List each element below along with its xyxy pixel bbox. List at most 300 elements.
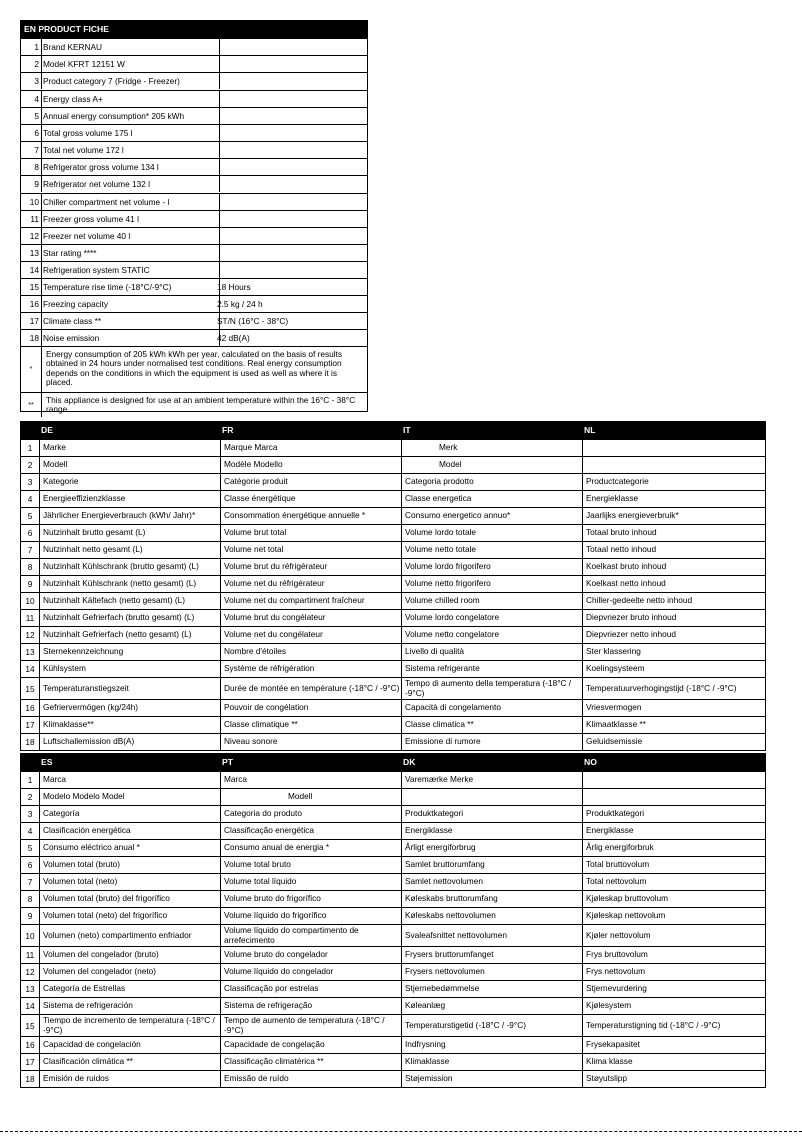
translation-cell: Temperaturanstiegszeit bbox=[43, 682, 129, 693]
row-number: 17 bbox=[25, 720, 35, 730]
en-fiche-row bbox=[21, 158, 367, 175]
en-row-value-cell bbox=[219, 279, 367, 295]
en-row-value-cell bbox=[219, 228, 367, 244]
translation-cell: Stjernebedømmelse bbox=[405, 983, 480, 994]
row-number: 6 bbox=[27, 860, 33, 870]
en-row-label: Total gross volume 175 l bbox=[43, 128, 133, 138]
en-row-label: Freezer net volume 40 l bbox=[43, 231, 131, 241]
en-fiche-row bbox=[21, 227, 367, 244]
en-row-label: Temperature rise time (-18°C/-9°C) bbox=[43, 282, 172, 292]
translation-cell: Volume lordo totale bbox=[405, 527, 477, 538]
translation-cell: Klimaklasse bbox=[405, 1056, 450, 1067]
translation-cell: Pouvoir de congélation bbox=[224, 702, 309, 713]
translation-cell: Capacità di congelamento bbox=[405, 702, 501, 713]
translation-cell: Sistema refrigerante bbox=[405, 663, 480, 674]
translation-cell: Categoria prodotto bbox=[405, 476, 474, 487]
translation-cell: Chiller-gedeelte netto inhoud bbox=[586, 595, 693, 606]
translation-cell: Volumen total (bruto) bbox=[43, 859, 121, 870]
translation-cell: Jährlicher Energieverbrauch (kWh/ Jahr)* bbox=[43, 510, 196, 521]
en-row-label: Refrigeration system STATIC bbox=[43, 265, 150, 275]
en-fiche-row bbox=[21, 124, 367, 141]
en-row-value-cell bbox=[219, 330, 367, 346]
translation-cell: Frys bruttovolum bbox=[586, 949, 648, 960]
en-fiche-row bbox=[21, 312, 367, 329]
en-row-label: Noise emission bbox=[43, 333, 100, 343]
en-row-number: 5 bbox=[34, 111, 39, 121]
row-number: 4 bbox=[27, 494, 33, 504]
en-fiche-row bbox=[21, 244, 367, 261]
translation-cell: Klimaatklasse ** bbox=[586, 719, 646, 730]
translation-cell: Classe climatique ** bbox=[224, 719, 298, 730]
translation-cell: Volume net du compartiment fraîcheur bbox=[224, 595, 365, 606]
en-row-value-cell bbox=[219, 91, 367, 107]
translation-table-es-pt-dk-no bbox=[20, 753, 766, 1088]
row-number: 11 bbox=[25, 950, 35, 960]
en-row-value-cell bbox=[219, 73, 367, 89]
translation-cell: Energieeffizienzklasse bbox=[43, 493, 126, 504]
table-row bbox=[21, 507, 765, 524]
table-row bbox=[21, 575, 765, 592]
en-row-label: Model KFRT 12151 W bbox=[43, 59, 125, 69]
row-number: 14 bbox=[25, 1001, 35, 1011]
translation-cell: Kühlsystem bbox=[43, 663, 86, 674]
translation-cell: Modell bbox=[288, 791, 313, 802]
translation-cell: Energieklasse bbox=[586, 493, 639, 504]
translation-cell: Volume líquido do congelador bbox=[224, 966, 334, 977]
en-row-number: 3 bbox=[34, 76, 39, 86]
translation-cell: Nutzinhalt Gefrierfach (netto gesamt) (L) bbox=[43, 629, 192, 640]
row-number: 17 bbox=[25, 1057, 35, 1067]
en-row-number: 16 bbox=[29, 299, 39, 309]
table-row bbox=[21, 592, 765, 609]
table-row bbox=[21, 771, 765, 788]
en-row-label: Chiller compartment net volume - l bbox=[43, 197, 170, 207]
footnote-text: This appliance is designed for use at an ambient temperature within the 16°C - 38°C range. bbox=[46, 395, 356, 415]
translation-cell bbox=[586, 789, 764, 805]
en-row-value-cell bbox=[219, 142, 367, 158]
translation-cell: Volume bruto do frigorífico bbox=[224, 893, 321, 904]
translation-cell: Volumen total (neto) del frigorífico bbox=[43, 910, 168, 921]
row-number: 2 bbox=[27, 460, 33, 470]
translation-cell: Køleskabs nettovolumen bbox=[405, 910, 496, 921]
row-number: 16 bbox=[25, 703, 35, 713]
table-row bbox=[21, 839, 765, 856]
en-fiche-row bbox=[21, 38, 367, 55]
table-row bbox=[21, 805, 765, 822]
row-number: 5 bbox=[27, 511, 33, 521]
language-header: NO bbox=[584, 757, 597, 767]
translation-cell: Nutzinhalt Kältefach (netto gesamt) (L) bbox=[43, 595, 186, 606]
en-row-label: Energy class A+ bbox=[43, 94, 103, 104]
translation-cell bbox=[586, 772, 764, 788]
translation-cell: Marque Marca bbox=[224, 442, 278, 453]
table-row bbox=[21, 856, 765, 873]
translation-cell: Volume brut du congélateur bbox=[224, 612, 326, 623]
translation-cell: Marca bbox=[224, 774, 248, 785]
table-row bbox=[21, 699, 765, 716]
en-row-number: 13 bbox=[29, 248, 39, 258]
translation-cell: Modelo Modelo Model bbox=[43, 791, 125, 802]
en-row-label: Freezer gross volume 41 l bbox=[43, 214, 139, 224]
translation-cell: Klimaklasse** bbox=[43, 719, 94, 730]
table-row bbox=[21, 473, 765, 490]
translation-cell: Varemærke Merke bbox=[405, 774, 474, 785]
translation-cell: Volume netto totale bbox=[405, 544, 477, 555]
translation-cell: Luftschallemission dB(A) bbox=[43, 736, 135, 747]
en-row-number: 1 bbox=[34, 42, 39, 52]
translation-cell: Nutzinhalt Kühlschrank (brutto gesamt) (L) bbox=[43, 561, 199, 572]
translation-cell: Emissão de ruído bbox=[224, 1073, 289, 1084]
row-number: 18 bbox=[25, 737, 35, 747]
translation-cell: Køleanlæg bbox=[405, 1000, 446, 1011]
en-fiche-row bbox=[21, 107, 367, 124]
translation-cell: Marca bbox=[43, 774, 67, 785]
translation-cell: Diepvriezer netto inhoud bbox=[586, 629, 676, 640]
en-footnote bbox=[21, 346, 367, 392]
translation-cell: Volume net du réfrigérateur bbox=[224, 578, 325, 589]
row-number: 1 bbox=[27, 443, 33, 453]
en-row-label: Refrigerator gross volume 134 l bbox=[43, 162, 159, 172]
translation-cell: Temperaturstigetid (-18°C / -9°C) bbox=[405, 1019, 526, 1030]
en-row-value: 2.5 kg / 24 h bbox=[217, 299, 263, 309]
en-row-label: Total net volume 172 l bbox=[43, 145, 124, 155]
translation-cell: Tiempo de incremento de temperatura (-18°C / -9°C) bbox=[43, 1015, 215, 1035]
table-row bbox=[21, 907, 765, 924]
translation-cell: Volume netto congelatore bbox=[405, 629, 500, 640]
translation-cell bbox=[586, 440, 764, 456]
table-row bbox=[21, 660, 765, 677]
en-row-value-cell bbox=[219, 125, 367, 141]
en-row-number: 10 bbox=[29, 197, 39, 207]
en-product-fiche-table bbox=[20, 20, 368, 415]
en-row-number: 4 bbox=[34, 94, 39, 104]
translation-cell: Koelkast bruto inhoud bbox=[586, 561, 667, 572]
en-row-number: 15 bbox=[29, 282, 39, 292]
translation-cell: Kjølesystem bbox=[586, 1000, 632, 1011]
en-row-value-cell bbox=[219, 296, 367, 312]
translation-cell: Classificação climatérica ** bbox=[224, 1056, 324, 1067]
en-fiche-row bbox=[21, 175, 367, 192]
table-row bbox=[21, 677, 765, 699]
en-fiche-row bbox=[21, 55, 367, 72]
translation-cell: Årligt energiforbrug bbox=[405, 842, 476, 853]
translation-cell: Kategorie bbox=[43, 476, 79, 487]
en-row-label: Refrigerator net volume 132 l bbox=[43, 179, 150, 189]
row-number: 11 bbox=[25, 613, 35, 623]
translation-cell: Klima klasse bbox=[586, 1056, 633, 1067]
translation-cell: Consommation énergétique annuelle * bbox=[224, 510, 366, 521]
translation-cell: Koelkast netto inhoud bbox=[586, 578, 666, 589]
translation-cell: Nutzinhalt netto gesamt (L) bbox=[43, 544, 143, 555]
translation-cell: Volume brut total bbox=[224, 527, 287, 538]
en-fiche-row bbox=[21, 90, 367, 107]
en-row-number: 18 bbox=[29, 333, 39, 343]
row-number: 18 bbox=[25, 1074, 35, 1084]
language-header: FR bbox=[222, 425, 234, 435]
footnote-text: Energy consumption of 205 kWh kWh per year, calculated on the basis of results obtained in 24 hours under normalised test conditions. Real energy consumption depends on the conditions in which the equipment is used as well as where it is placed. bbox=[46, 349, 343, 388]
translation-cell: Volume net total bbox=[224, 544, 284, 555]
translation-cell: Volume líquido do compartimento de arrefecimento bbox=[224, 925, 359, 945]
en-row-number: 6 bbox=[34, 128, 39, 138]
translation-cell: Støjemission bbox=[405, 1073, 453, 1084]
translation-cell: Total nettovolum bbox=[586, 876, 647, 887]
translation-cell: Classe énergétique bbox=[224, 493, 296, 504]
translation-cell: Totaal netto inhoud bbox=[586, 544, 657, 555]
translation-cell: Marke bbox=[43, 442, 67, 453]
table-row bbox=[21, 873, 765, 890]
translation-cell: Produktkategori bbox=[405, 808, 464, 819]
row-number: 13 bbox=[25, 647, 35, 657]
row-number: 14 bbox=[25, 664, 35, 674]
translation-cell: Samlet nettovolumen bbox=[405, 876, 483, 887]
row-number: 3 bbox=[27, 477, 33, 487]
translation-cell: Volumen del congelador (bruto) bbox=[43, 949, 159, 960]
en-fiche-row bbox=[21, 278, 367, 295]
translation-cell: Geluidsemissie bbox=[586, 736, 643, 747]
translation-cell: Total bruttovolum bbox=[586, 859, 650, 870]
translation-cell: Durée de montée en température (-18°C / -9°C) bbox=[224, 682, 400, 693]
page-bottom-rule bbox=[0, 1131, 802, 1132]
en-fiche-row bbox=[21, 193, 367, 210]
table-row bbox=[21, 890, 765, 907]
row-number: 15 bbox=[25, 1020, 35, 1031]
en-footnote bbox=[21, 392, 367, 417]
translation-cell: Svaleafsnittet nettovolumen bbox=[405, 929, 507, 940]
row-number: 12 bbox=[25, 630, 35, 640]
en-row-value-cell bbox=[219, 245, 367, 261]
translation-cell: Støyutslipp bbox=[586, 1073, 628, 1084]
translation-cell: Volume lordo congelatore bbox=[405, 612, 500, 623]
translation-cell: Energiklasse bbox=[586, 825, 634, 836]
translation-cell: Årlig energiforbruk bbox=[586, 842, 654, 853]
translation-cell: Categoría bbox=[43, 808, 80, 819]
translation-cell: Sistema de refrigeração bbox=[224, 1000, 313, 1011]
en-row-number: 2 bbox=[34, 59, 39, 69]
translation-cell: Clasificación climática ** bbox=[43, 1056, 133, 1067]
en-fiche-row bbox=[21, 295, 367, 312]
en-row-label: Product category 7 (Fridge - Freezer) bbox=[43, 76, 180, 86]
row-number: 16 bbox=[25, 1040, 35, 1050]
translation-cell: Jaarlijks energieverbruik* bbox=[586, 510, 679, 521]
row-number: 9 bbox=[27, 579, 33, 589]
language-header: PT bbox=[222, 757, 233, 767]
row-number: 13 bbox=[25, 984, 35, 994]
translation-cell: Totaal bruto inhoud bbox=[586, 527, 657, 538]
table-row bbox=[21, 1014, 765, 1036]
translation-cell: Vriesvermogen bbox=[586, 702, 642, 713]
en-row-number: 9 bbox=[34, 179, 39, 189]
translation-cell: Frysers bruttorumfanget bbox=[405, 949, 494, 960]
row-number: 15 bbox=[25, 683, 35, 694]
translation-cell: Consumo eléctrico anual * bbox=[43, 842, 140, 853]
translation-cell: Volumen del congelador (neto) bbox=[43, 966, 157, 977]
translation-cell: Livello di qualità bbox=[405, 646, 465, 657]
translation-cell: Energiklasse bbox=[405, 825, 453, 836]
language-header-row bbox=[21, 422, 765, 439]
language-header: IT bbox=[403, 425, 411, 435]
translation-cell: Diepvriezer bruto inhoud bbox=[586, 612, 677, 623]
en-row-value-cell bbox=[219, 211, 367, 227]
translation-cell: Categoria do produto bbox=[224, 808, 302, 819]
en-row-label: Star rating **** bbox=[43, 248, 97, 258]
en-row-value-cell bbox=[219, 39, 367, 55]
translation-cell: Temperatuurverhogingstijd (-18°C / -9°C) bbox=[586, 682, 737, 693]
table-row bbox=[21, 788, 765, 805]
en-row-label: Brand KERNAU bbox=[43, 42, 103, 52]
table-row bbox=[21, 963, 765, 980]
en-row-value-cell bbox=[219, 262, 367, 278]
translation-cell: Gefriervermögen (kg/24h) bbox=[43, 702, 138, 713]
translation-table-de-fr-it-nl bbox=[20, 421, 766, 751]
translation-cell: Emisión de ruidos bbox=[43, 1073, 109, 1084]
table-row bbox=[21, 1036, 765, 1053]
en-row-label: Freezing capacity bbox=[43, 299, 109, 309]
translation-cell: Classificação por estrelas bbox=[224, 983, 319, 994]
row-number: 4 bbox=[27, 826, 33, 836]
translation-cell: Classe energetica bbox=[405, 493, 472, 504]
en-row-label: Climate class ** bbox=[43, 316, 102, 326]
row-number: 10 bbox=[25, 596, 35, 606]
translation-cell: Nombre d'étoiles bbox=[224, 646, 286, 657]
translation-cell: Modell bbox=[43, 459, 68, 470]
table-row bbox=[21, 946, 765, 963]
row-number: 8 bbox=[27, 562, 33, 572]
row-number: 2 bbox=[27, 792, 33, 802]
row-number: 5 bbox=[27, 843, 33, 853]
translation-cell: Emissione di rumore bbox=[405, 736, 481, 747]
translation-cell: Tempo di aumento della temperatura (-18°C / -9°C) bbox=[405, 678, 572, 698]
translation-cell: Nutzinhalt Kühlschrank (netto gesamt) (L) bbox=[43, 578, 197, 589]
translation-cell: Ster klassering bbox=[586, 646, 641, 657]
translation-cell: Nutzinhalt brutto gesamt (L) bbox=[43, 527, 146, 538]
translation-cell: Frys nettovolum bbox=[586, 966, 646, 977]
translation-cell: Volume líquido do frigorífico bbox=[224, 910, 327, 921]
en-fiche-row bbox=[21, 329, 367, 346]
table-row bbox=[21, 1053, 765, 1070]
translation-cell: Køleskabs bruttorumfang bbox=[405, 893, 498, 904]
en-fiche-row bbox=[21, 141, 367, 158]
translation-cell: Classificação energética bbox=[224, 825, 314, 836]
translation-cell: Volume brut du réfrigérateur bbox=[224, 561, 328, 572]
en-fiche-row bbox=[21, 210, 367, 227]
translation-cell: Koelingsysteem bbox=[586, 663, 645, 674]
en-row-number: 12 bbox=[29, 231, 39, 241]
language-header: DE bbox=[41, 425, 53, 435]
row-number: 10 bbox=[25, 930, 35, 941]
en-fiche-row bbox=[21, 72, 367, 89]
en-row-value: ST/N (16°C - 38°C) bbox=[217, 316, 289, 326]
translation-cell: Consumo anual de energia * bbox=[224, 842, 330, 853]
footnote-marker: ** bbox=[28, 401, 34, 409]
table-row bbox=[21, 541, 765, 558]
translation-cell: Volume total líquido bbox=[224, 876, 297, 887]
translation-cell: Tempo de aumento de temperatura (-18°C / -9°C) bbox=[224, 1015, 385, 1035]
en-row-number: 8 bbox=[34, 162, 39, 172]
translation-cell: Frysekapasitet bbox=[586, 1039, 640, 1050]
table-row bbox=[21, 626, 765, 643]
table-row bbox=[21, 439, 765, 456]
translation-cell: Modèle Modello bbox=[224, 459, 283, 470]
table-row bbox=[21, 733, 765, 750]
translation-cell: Niveau sonore bbox=[224, 736, 278, 747]
table-row bbox=[21, 524, 765, 541]
en-row-value-cell bbox=[219, 108, 367, 124]
translation-cell: Frysers nettovolumen bbox=[405, 966, 485, 977]
translation-cell: Nutzinhalt Gefrierfach (brutto gesamt) (L) bbox=[43, 612, 195, 623]
table-row bbox=[21, 997, 765, 1014]
translation-cell: Stjernevurdering bbox=[586, 983, 647, 994]
translation-cell: Merk bbox=[439, 442, 458, 453]
translation-cell: Capacidad de congelación bbox=[43, 1039, 141, 1050]
table-row bbox=[21, 1070, 765, 1087]
en-row-number: 7 bbox=[34, 145, 39, 155]
translation-cell: Kjøler nettovolum bbox=[586, 929, 651, 940]
en-row-value-cell bbox=[219, 194, 367, 210]
en-row-label: Annual energy consumption* 205 kWh bbox=[43, 111, 185, 121]
en-fiche-row bbox=[21, 261, 367, 278]
row-number: 3 bbox=[27, 809, 33, 819]
translation-cell bbox=[586, 457, 764, 473]
en-row-value-cell bbox=[219, 176, 367, 192]
translation-cell: Capacidade de congelação bbox=[224, 1039, 325, 1050]
language-header: NL bbox=[584, 425, 596, 435]
en-row-value-cell bbox=[219, 313, 367, 329]
translation-cell: Produktkategori bbox=[586, 808, 645, 819]
en-row-value-cell bbox=[219, 56, 367, 72]
translation-cell bbox=[405, 789, 581, 805]
language-header: DK bbox=[403, 757, 416, 767]
language-header-row bbox=[21, 754, 765, 771]
translation-cell: Système de réfrigération bbox=[224, 663, 315, 674]
table-row bbox=[21, 456, 765, 473]
translation-cell: Volume netto frigorifero bbox=[405, 578, 491, 589]
row-number: 7 bbox=[27, 545, 33, 555]
translation-cell: Volume total bruto bbox=[224, 859, 291, 870]
en-row-value-cell bbox=[219, 159, 367, 175]
footnote-marker: * bbox=[29, 366, 33, 373]
translation-cell: Volumen total (neto) bbox=[43, 876, 118, 887]
row-number: 9 bbox=[27, 911, 33, 921]
translation-cell: Volume lordo frigorifero bbox=[405, 561, 491, 572]
row-number: 8 bbox=[27, 894, 33, 904]
table-row bbox=[21, 490, 765, 507]
translation-cell: Samlet bruttorumfang bbox=[405, 859, 485, 870]
translation-cell: Volume chilled room bbox=[405, 595, 480, 606]
row-number: 7 bbox=[27, 877, 33, 887]
row-number: 12 bbox=[25, 967, 35, 977]
table-row bbox=[21, 924, 765, 946]
row-number: 1 bbox=[27, 775, 33, 785]
table-row bbox=[21, 609, 765, 626]
en-row-value: 42 dB(A) bbox=[217, 333, 250, 343]
row-number: 6 bbox=[27, 528, 33, 538]
translation-cell: Consumo energetico annuo* bbox=[405, 510, 511, 521]
translation-cell: Model bbox=[439, 459, 462, 470]
table-row bbox=[21, 643, 765, 660]
en-row-number: 11 bbox=[30, 214, 39, 224]
translation-cell: Volumen total (bruto) del frigorífico bbox=[43, 893, 170, 904]
en-fiche-title: EN PRODUCT FICHE bbox=[21, 21, 367, 38]
translation-cell: Kjøleskap nettovolum bbox=[586, 910, 666, 921]
translation-cell: Sternekennzeichnung bbox=[43, 646, 124, 657]
translation-cell: Catégorie produit bbox=[224, 476, 288, 487]
translation-cell: Categoría de Estrellas bbox=[43, 983, 126, 994]
translation-cell: Sistema de refrigeración bbox=[43, 1000, 133, 1011]
table-row bbox=[21, 822, 765, 839]
translation-cell: Volumen (neto) compartimento enfriador bbox=[43, 929, 192, 940]
en-row-number: 17 bbox=[29, 316, 39, 326]
translation-cell: Classe climatica ** bbox=[405, 719, 474, 730]
